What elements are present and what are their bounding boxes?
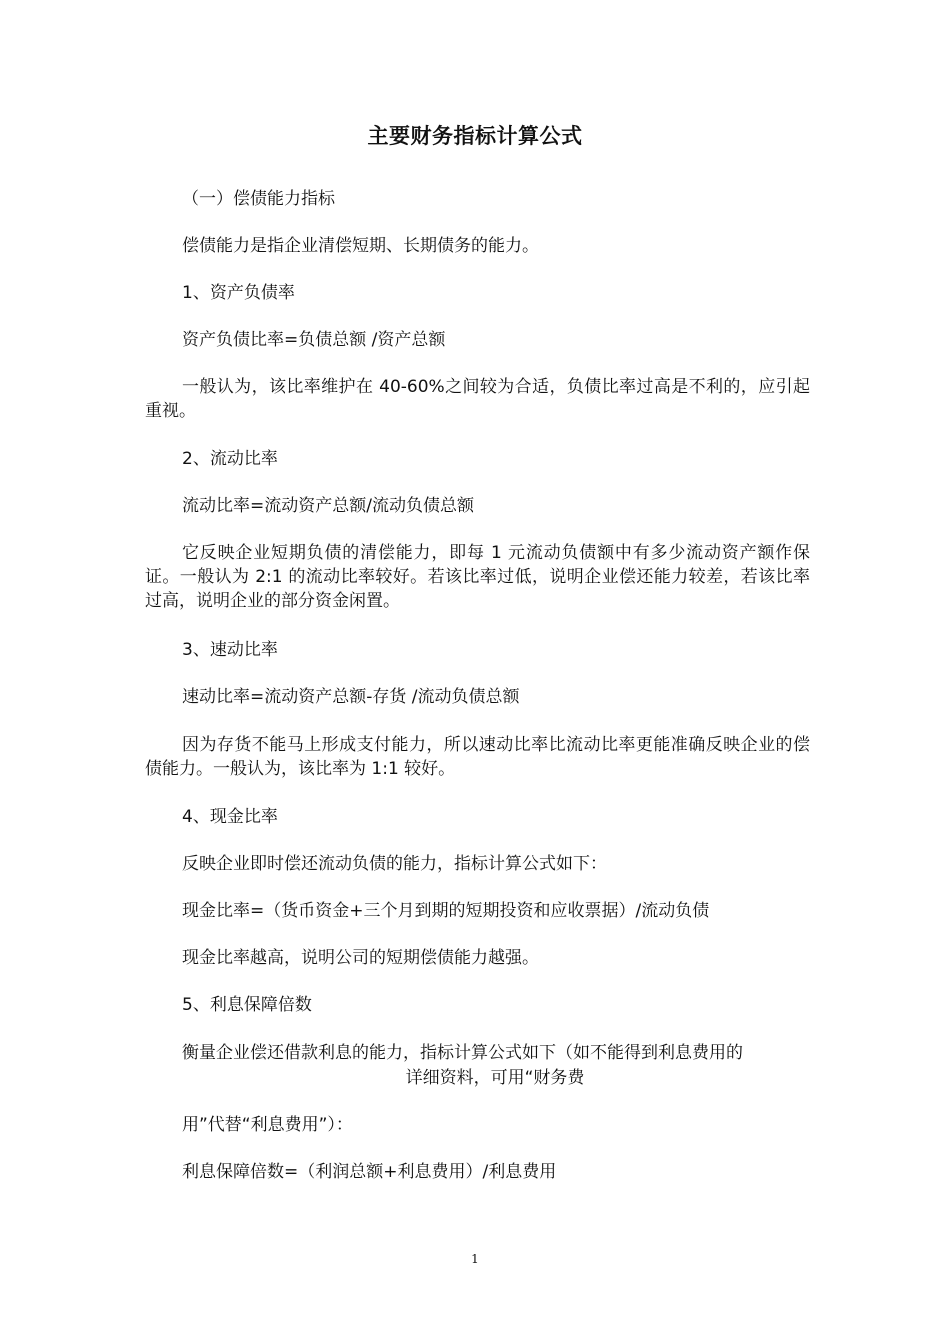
item-3-explanation: 因为存货不能马上形成支付能力，所以速动比率比流动比率更能准确反映企业的偿债能力。一般认为，该比率为 1:1 较好。	[145, 735, 810, 779]
item-5-description-line1: 衡量企业偿还借款利息的能力，指标计算公式如下（如不能得到利息费用的	[182, 1043, 743, 1063]
item-3-heading: 3、速动比率	[182, 640, 278, 660]
item-2-explanation: 它反映企业短期负债的清偿能力，即每 1 元流动负债额中有多少流动资产额作保证。一般认为 2:1 的流动比率较好。若该比率过低，说明企业偿还能力较差，若该比率过高，说明企业的部分资金闲置。	[145, 543, 810, 611]
section-heading: （一）偿债能力指标	[182, 189, 335, 209]
item-5-description-line3: 用”代替“利息费用”）：	[182, 1115, 353, 1135]
intro-paragraph: 偿债能力是指企业清偿短期、长期债务的能力。	[182, 236, 539, 256]
item-5-heading: 5、利息保障倍数	[182, 995, 312, 1015]
item-2-heading: 2、流动比率	[182, 449, 278, 469]
page-title: 主要财务指标计算公式	[367, 124, 583, 148]
item-5-formula: 利息保障倍数=（利润总额+利息费用）/利息费用	[182, 1162, 557, 1182]
item-1-heading: 1、资产负债率	[182, 283, 295, 303]
item-4-explanation: 现金比率越高，说明公司的短期偿债能力越强。	[182, 948, 539, 968]
page-number: 1	[471, 1252, 479, 1266]
item-1-explanation: 一般认为，该比率维护在 40-60%之间较为合适，负债比率过高是不利的，应引起重视。	[145, 377, 810, 421]
item-2-formula: 流动比率=流动资产总额/流动负债总额	[182, 496, 474, 516]
item-3-formula: 速动比率=流动资产总额-存货 /流动负债总额	[182, 687, 520, 707]
item-5-description-line2: 详细资料，可用“财务费	[405, 1068, 585, 1088]
item-4-heading: 4、现金比率	[182, 807, 278, 827]
item-4-formula: 现金比率=（货币资金+三个月到期的短期投资和应收票据）/流动负债	[182, 901, 710, 921]
item-1-formula: 资产负债比率=负债总额 /资产总额	[182, 330, 446, 350]
item-4-description: 反映企业即时偿还流动负债的能力，指标计算公式如下：	[182, 854, 607, 874]
